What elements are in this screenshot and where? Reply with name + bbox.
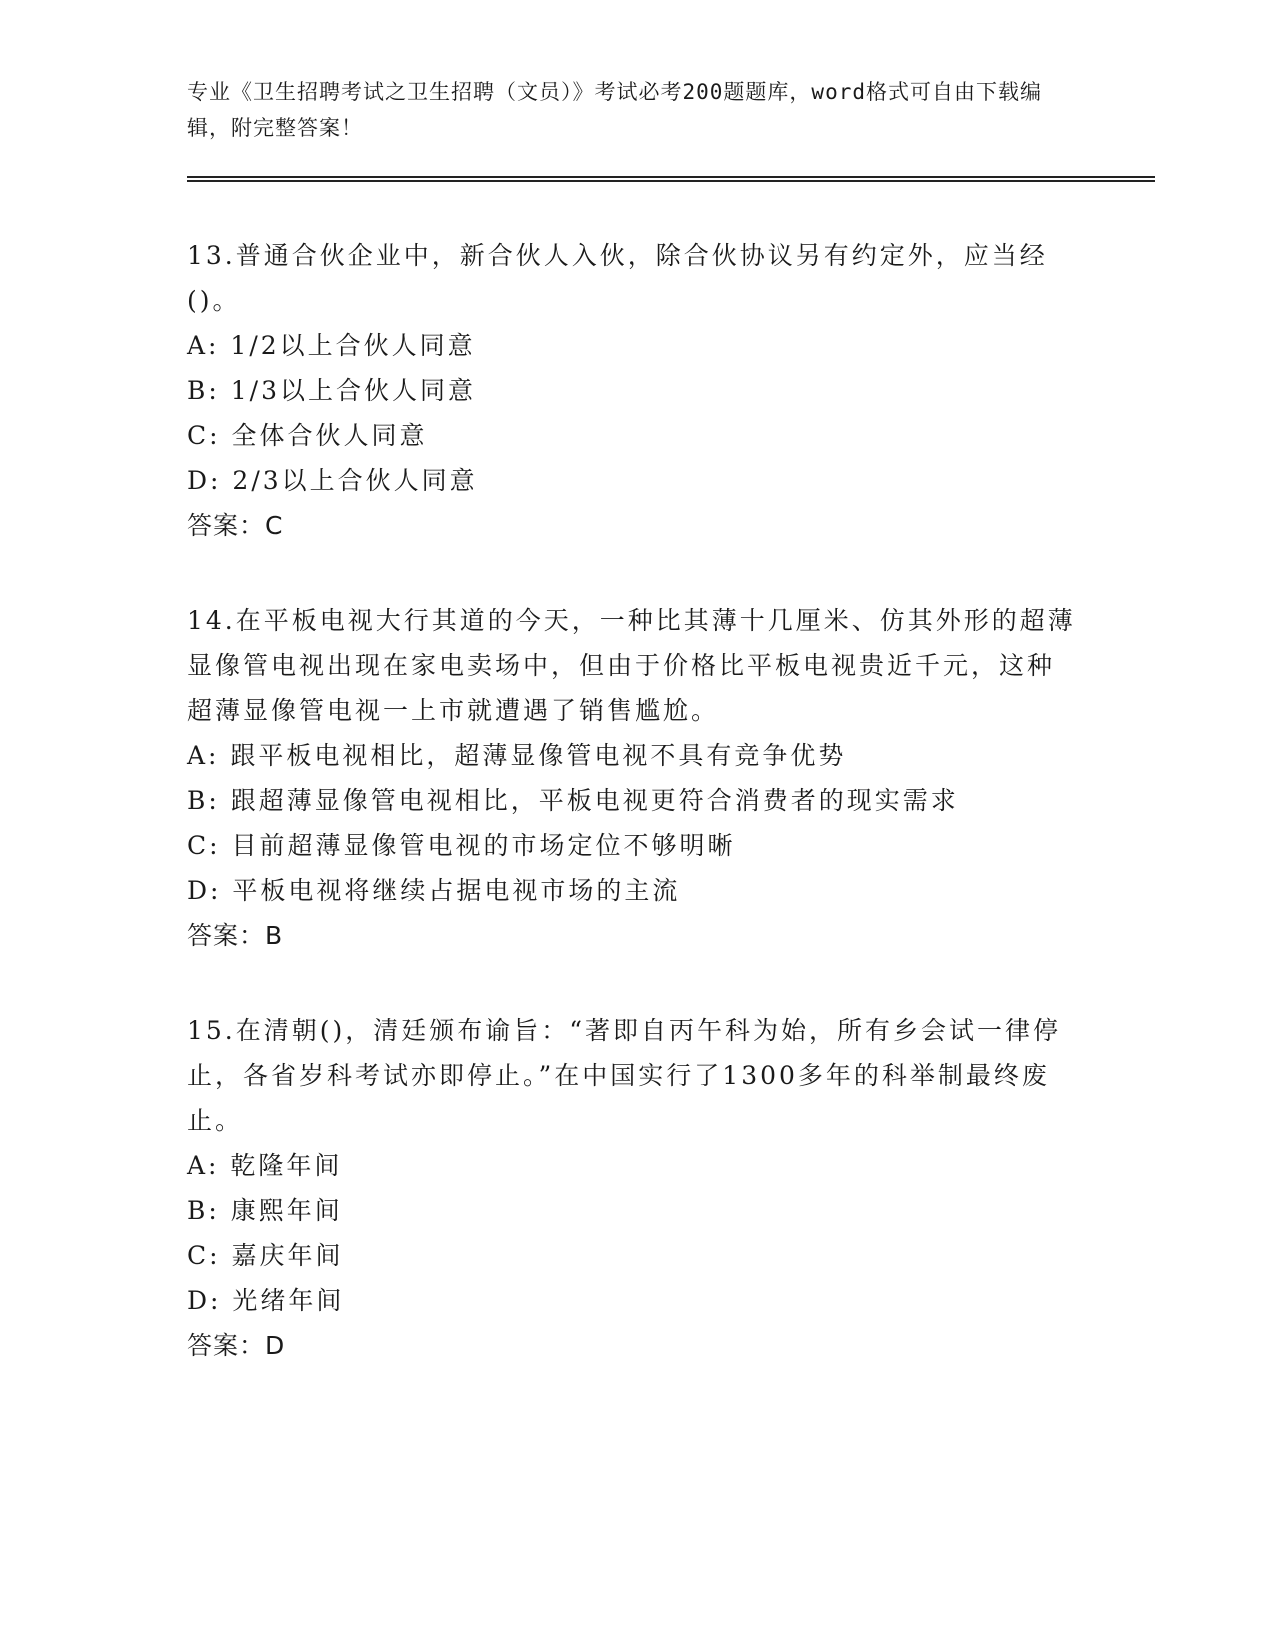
- option-d: D: 2/3以上合伙人同意: [187, 466, 478, 495]
- option-a: A: 1/2以上合伙人同意: [187, 331, 476, 360]
- option-d: D: 平板电视将继续占据电视市场的主流: [187, 876, 681, 905]
- option-d: D: 光绪年间: [187, 1286, 345, 1315]
- question-14: [187, 598, 1077, 958]
- question-stem: 14.在平板电视大行其道的今天，一种比其薄十几厘米、仿其外形的超薄显像管电视出现在家电卖场中，但由于价格比平板电视贵近千元，这种超薄显像管电视一上市就遭遇了销售尴尬。: [187, 606, 1076, 725]
- option-c: C: 目前超薄显像管电视的市场定位不够明晰: [187, 831, 736, 860]
- answer: 答案：D: [187, 1331, 286, 1360]
- option-b: B: 1/3以上合伙人同意: [187, 376, 476, 405]
- option-c: C: 嘉庆年间: [187, 1241, 344, 1270]
- option-b: B: 康熙年间: [187, 1196, 343, 1225]
- question-stem: 13.普通合伙企业中，新合伙人入伙，除合伙协议另有约定外，应当经()。: [187, 241, 1048, 315]
- header-divider: [187, 176, 1155, 182]
- option-c: C: 全体合伙人同意: [187, 421, 428, 450]
- answer: 答案：B: [187, 921, 284, 950]
- document-header: 专业《卫生招聘考试之卫生招聘（文员）》考试必考200题题库，word格式可自由下载编辑，附完整答案！: [187, 80, 1042, 140]
- option-a: A: 乾隆年间: [187, 1151, 343, 1180]
- answer: 答案：C: [187, 511, 284, 540]
- option-b: B: 跟超薄显像管电视相比，平板电视更符合消费者的现实需求: [187, 786, 959, 815]
- question-13: [187, 233, 1077, 548]
- question-stem: 15.在清朝()，清廷颁布谕旨：“著即自丙午科为始，所有乡会试一律停止，各省岁科考试亦即停止。”在中国实行了1300多年的科举制最终废止。: [187, 1016, 1062, 1135]
- option-a: A: 跟平板电视相比，超薄显像管电视不具有竞争优势: [187, 741, 847, 770]
- question-15: [187, 1008, 1077, 1368]
